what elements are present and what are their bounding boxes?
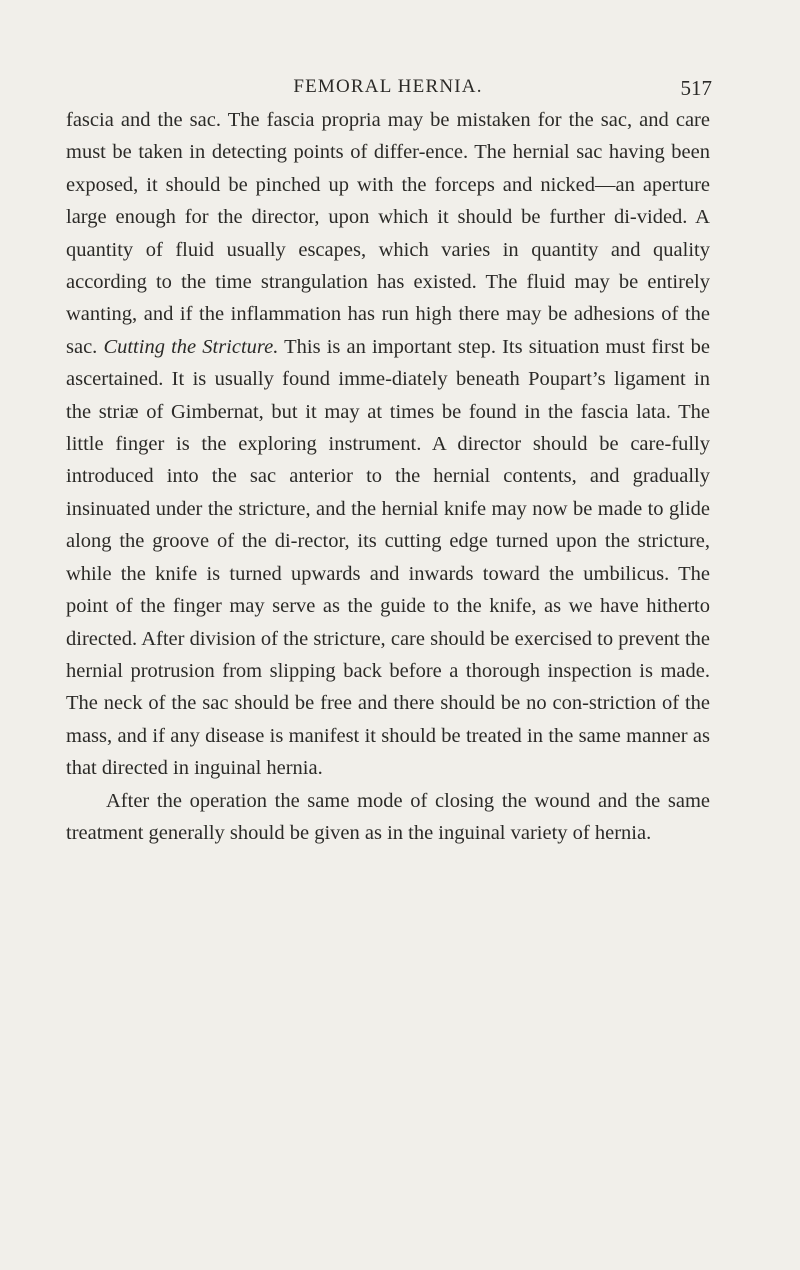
book-page bbox=[66, 68, 710, 849]
body-text bbox=[66, 104, 710, 849]
running-title: FEMORAL HERNIA. bbox=[293, 76, 483, 97]
paragraph-1 bbox=[66, 104, 710, 785]
running-head bbox=[66, 68, 710, 104]
page-number: 517 bbox=[680, 76, 712, 100]
paragraph-1-text-b: This is an important step. Its situation must first be ascertained. It is usually found imme-diately beneath Poupart’s ligament in the striæ of Gimbernat, but it may at times be found in the fascia lata. The little finger is the exploring instrument. A director should be care-fully introduced into the sac anterior to the hernial contents, and gradually insinuated under the stricture, and the hernial knife may now be made to glide along the groove of the di-rector, its cutting edge turned upon the stricture, while the knife is turned upwards and inwards toward the umbilicus. The point of the finger may serve as the guide to the knife, as we have hitherto directed. After division of the stricture, care should be exercised to prevent the hernial protrusion from slipping back before a thorough inspection is made. The neck of the sac should be free and there should be no con-striction of the mass, and if any disease is manifest it should be treated in the same manner as that directed in inguinal hernia. bbox=[66, 335, 710, 780]
section-heading-cutting-the-stricture: Cutting the Stricture. bbox=[103, 335, 279, 358]
paragraph-1-text-a: fascia and the sac. The fascia propria may be mistaken for the sac, and care must be taken in detecting points of differ-ence. The hernial sac having been exposed, it should be pinched up with the forceps and nicked—an aperture large enough for the director, upon which it should be further di-vided. A quantity of fluid usually escapes, which varies in quantity and quality according to the time strangulation has existed. The fluid may be entirely wanting, and if the inflammation has run high there may be adhesions of the sac. bbox=[66, 109, 710, 358]
paragraph-2: After the operation the same mode of closing the wound and the same treatment generally should be given as in the inguinal variety of hernia. bbox=[66, 789, 710, 844]
